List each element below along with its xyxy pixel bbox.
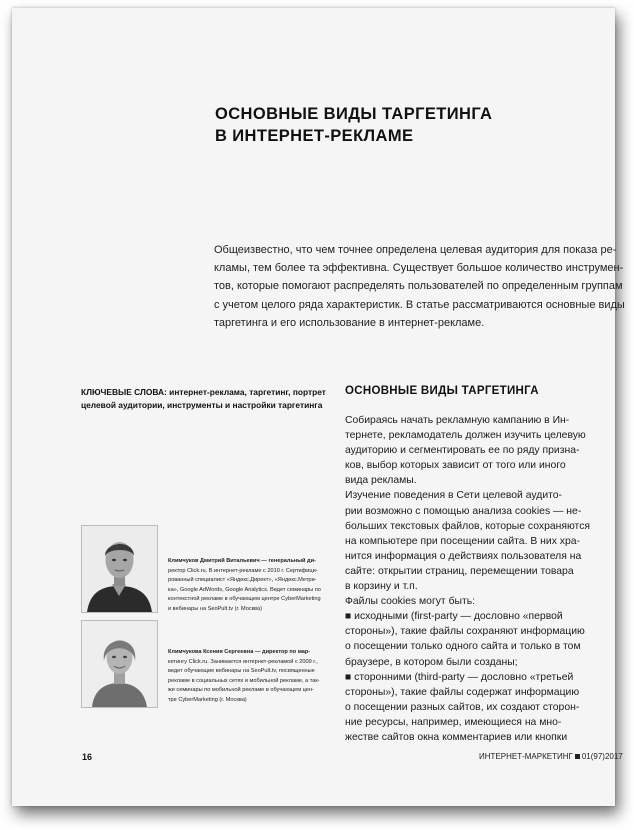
body-line: Собираясь начать рекламную кампанию в Ин- <box>345 415 570 426</box>
lead-line: с учетом целого ряда характеристик. В статье рассматриваются основные виды <box>214 298 625 311</box>
article-title <box>215 103 545 147</box>
body-line: браузере, в котором были созданы; <box>345 656 518 668</box>
keywords-line: целевой аудитории, инструменты и настройки таргетинга <box>81 400 323 410</box>
square-bullet-icon <box>575 754 580 759</box>
bio-line: рованный специалист «Яндекс.Директ», «Яндекс.Метри- <box>168 577 317 584</box>
journal-name: ИНТЕРНЕТ-МАРКЕТИНГ <box>479 752 573 761</box>
article-body <box>345 413 603 745</box>
body-line: стороны»), такие файлы содержат информацию <box>345 686 580 698</box>
body-line: Изучение поведения в Сети целевой аудито- <box>345 490 563 502</box>
keywords-line: КЛЮЧЕВЫЕ СЛОВА: интернет-реклама, таргетинг, портрет <box>81 387 326 397</box>
title-line: ОСНОВНЫЕ ВИДЫ ТАРГЕТИНГА <box>215 105 493 123</box>
lead-line: Общеизвестно, что чем точнее определена целевая аудитория для показа ре- <box>214 244 617 256</box>
body-line: ков, выбор которых зависит от того или иного <box>345 460 566 472</box>
body-line: ние ресурсы, например, имеющиеся на мно- <box>345 716 562 728</box>
author-portrait-image <box>82 526 157 612</box>
body-line: аудиторию и сегментировать ее по ряду призна- <box>345 445 580 457</box>
lead-line: таргетинга и его использование в интернет-рекламе. <box>214 316 485 329</box>
body-line: стороны»), такие файлы сохраняют информацию <box>345 626 585 638</box>
author-portrait-image <box>82 621 157 707</box>
bio-line: же семинары по мобильной рекламе в обучающем цен- <box>168 687 314 694</box>
body-line: больших текстовых файлов, которые сохраняются <box>345 520 591 532</box>
body-line: рии возможно с помощью анализа cookies — не- <box>345 505 582 517</box>
title-line: В ИНТЕРНЕТ-РЕКЛАМЕ <box>215 127 414 145</box>
body-line: жестве сайтов окна комментариев или кнопки <box>345 731 568 743</box>
journal-footer <box>479 752 623 761</box>
bio-line: ка», Google AdWords, Google Analytics. Ведет семинары по <box>168 586 321 593</box>
magazine-page <box>12 8 625 806</box>
bio-line: кетингу Click.ru. Занимается интернет-рекламой с 2009 г., <box>168 658 318 665</box>
author-bio <box>168 648 343 706</box>
body-line: о посещении разных сайтов, их создают сторон- <box>345 701 580 713</box>
body-line: сайте: открытии страниц, перемещении товара <box>345 565 574 577</box>
bio-line: контекстной рекламе в обучающем центре CyberMarketing <box>168 596 321 603</box>
body-line: о посещении только одного сайта и только в том <box>345 641 581 653</box>
body-line: ■ сторонними (third-party — дословно «третьей <box>345 671 574 683</box>
article-lead <box>214 241 625 332</box>
body-line: тернете, рекламодатель должен изучить целевую <box>345 430 586 442</box>
bio-line: Климчуков Дмитрий Витальевич — генеральный ди- <box>168 558 316 564</box>
section-heading: ОСНОВНЫЕ ВИДЫ ТАРГЕТИНГА <box>345 385 539 397</box>
body-line: в корзину и т.п. <box>345 581 418 593</box>
lead-line: тов, которые помогают распределять пользователей по определенным группам <box>214 280 623 293</box>
bio-line: Климчукова Ксения Сергеевна — директор по мар- <box>168 649 311 655</box>
body-line: нится информация о действиях пользователя на <box>345 550 582 562</box>
bio-line: рекламе в социальных сетях и мобильной рекламе, а так- <box>168 677 320 684</box>
body-line: вида рекламы. <box>345 475 417 487</box>
body-line: Файлы cookies могут быть: <box>345 596 476 608</box>
page-number: 16 <box>82 752 93 762</box>
issue-number: 01(97)2017 <box>581 752 623 761</box>
author-bio <box>168 557 343 615</box>
body-line: на компьютере при посещении сайта. В них хра- <box>345 535 581 547</box>
lead-line: кламы, тем более та эффективна. Существует большое количество инструмен- <box>214 262 624 275</box>
bio-line: ведет обучающие вебинары на SeoPult.tv, посвященные <box>168 668 315 675</box>
body-line: ■ исходными (first-party — дословно «первой <box>345 611 563 623</box>
author-photo-man <box>81 525 158 613</box>
bio-line: ректор Click.ru. В интернет-рекламе с 2010 г. Сертифици- <box>168 567 318 574</box>
bio-line: и вебинары на SeoPult.tv (г. Москва) <box>168 605 262 612</box>
author-photo-woman <box>81 620 158 708</box>
keywords-block <box>81 386 333 412</box>
bio-line: тре CyberMarketing (г. Москва) <box>168 696 247 703</box>
